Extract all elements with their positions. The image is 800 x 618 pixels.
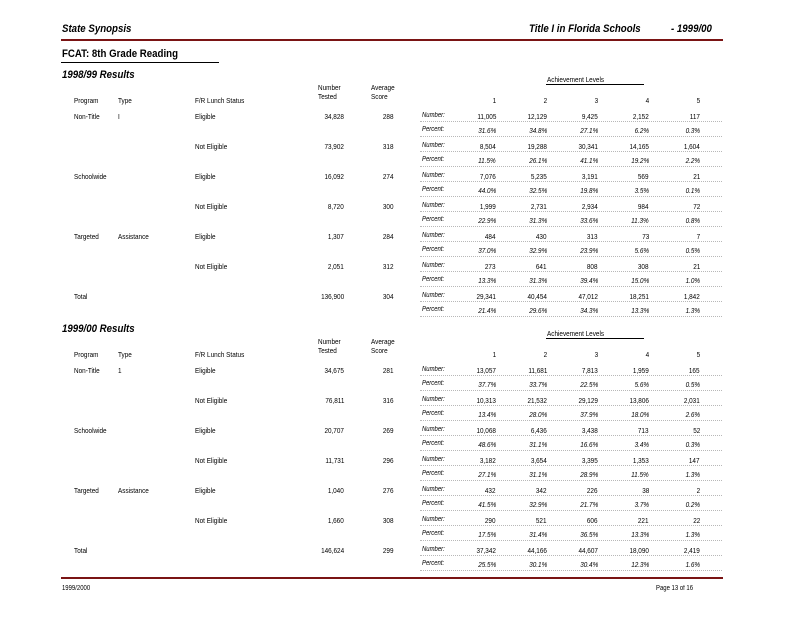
level-number-cell: 29,129 (578, 396, 598, 405)
level-percent-cell: 11.5% (631, 470, 649, 479)
level-number-cell: 3,395 (582, 456, 598, 465)
number-tested-cell: 34,828 (324, 112, 344, 121)
status-cell: Eligible (195, 426, 216, 435)
percent-label: Percent: (422, 530, 445, 537)
row-divider (420, 480, 722, 481)
report-title: State Synopsis (62, 23, 132, 35)
row-divider (420, 241, 722, 242)
row-divider (420, 420, 722, 421)
level-number-cell: 21,532 (527, 396, 547, 405)
program-title: Title I in Florida Schools (529, 23, 641, 35)
level-number-cell: 21 (692, 262, 700, 271)
level-percent-cell: 1.3% (685, 530, 700, 539)
average-score-cell: 316 (383, 396, 394, 405)
number-label: Number: (422, 202, 445, 209)
level-percent-cell: 0.8% (685, 216, 700, 225)
program-cell: Total (74, 292, 88, 301)
level-header-5: 5 (696, 350, 700, 359)
level-number-cell: 569 (638, 172, 649, 181)
level-percent-cell: 30.4% (579, 560, 598, 569)
level-percent-cell: 32.9% (528, 246, 547, 255)
number-tested-cell: 34,675 (324, 366, 344, 375)
level-number-cell: 12,129 (527, 112, 547, 121)
number-label: Number: (422, 262, 445, 269)
level-percent-cell: 6.2% (634, 126, 649, 135)
level-number-cell: 6,436 (531, 426, 547, 435)
type-cell: 1 (118, 366, 122, 375)
row-divider (420, 286, 722, 287)
number-label: Number: (422, 366, 445, 373)
level-number-cell: 641 (536, 262, 547, 271)
number-tested-cell: 146,624 (320, 546, 344, 555)
status-cell: Not Eligible (195, 456, 228, 465)
type-cell: Assistance (118, 486, 149, 495)
number-tested-cell: 1,660 (328, 516, 344, 525)
level-percent-cell: 37.7% (477, 380, 496, 389)
number-label: Number: (422, 486, 445, 493)
program-cell: Schoolwide (74, 172, 107, 181)
level-percent-cell: 22.9% (477, 216, 496, 225)
number-label: Number: (422, 456, 445, 463)
level-number-cell: 3,191 (582, 172, 598, 181)
row-divider (420, 555, 722, 556)
number-tested-cell: 73,902 (324, 142, 344, 151)
level-percent-cell: 12.3% (630, 560, 649, 569)
level-number-cell: 13,057 (476, 366, 496, 375)
level-number-cell: 2 (696, 486, 700, 495)
level-number-cell: 7 (696, 232, 700, 241)
section-title: 1999/00 Results (62, 323, 135, 335)
number-label: Number: (422, 292, 445, 299)
level-percent-cell: 15.0% (630, 276, 649, 285)
row-divider (420, 405, 722, 406)
average-score-cell: 318 (383, 142, 394, 151)
level-header-2: 2 (543, 350, 547, 359)
level-percent-cell: 13.4% (477, 410, 496, 419)
type-header: Type (118, 350, 132, 359)
level-number-cell: 11,681 (527, 366, 547, 375)
number-label: Number: (422, 172, 445, 179)
level-percent-cell: 5.6% (634, 246, 649, 255)
program-header: Program (74, 96, 99, 105)
level-number-cell: 165 (689, 366, 700, 375)
status-cell: Not Eligible (195, 396, 228, 405)
status-cell: Eligible (195, 486, 216, 495)
level-percent-cell: 32.5% (528, 186, 547, 195)
level-number-cell: 29,341 (476, 292, 496, 301)
level-number-cell: 11,005 (476, 112, 496, 121)
level-number-cell: 44,607 (578, 546, 598, 555)
level-number-cell: 3,182 (480, 456, 496, 465)
level-percent-cell: 1.3% (685, 306, 700, 315)
level-number-cell: 14,165 (629, 142, 649, 151)
row-divider (420, 121, 722, 122)
level-percent-cell: 23.9% (579, 246, 598, 255)
number-tested-cell: 1,307 (328, 232, 344, 241)
percent-label: Percent: (422, 186, 445, 193)
percent-label: Percent: (422, 470, 445, 477)
percent-label: Percent: (422, 306, 445, 313)
level-number-cell: 984 (638, 202, 649, 211)
level-number-cell: 2,152 (633, 112, 649, 121)
program-header: Program (74, 350, 99, 359)
number-tested-cell: 76,811 (324, 396, 344, 405)
average-score-cell: 274 (383, 172, 394, 181)
level-number-cell: 73 (641, 232, 649, 241)
status-cell: Eligible (195, 366, 216, 375)
level-percent-cell: 31.4% (528, 530, 547, 539)
level-header-1: 1 (492, 96, 496, 105)
row-divider (420, 435, 722, 436)
row-divider (420, 525, 722, 526)
average-score-cell: 300 (383, 202, 394, 211)
header-rule (61, 39, 723, 41)
average-score-cell: 304 (383, 292, 394, 301)
number-tested-cell: 1,040 (328, 486, 344, 495)
level-percent-cell: 27.1% (579, 126, 598, 135)
level-percent-cell: 44.0% (477, 186, 496, 195)
percent-label: Percent: (422, 560, 445, 567)
row-divider (420, 256, 722, 257)
number-tested-cell: 11,731 (324, 456, 344, 465)
percent-label: Percent: (422, 500, 445, 507)
program-cell: Targeted (74, 486, 99, 495)
level-number-cell: 19,288 (527, 142, 547, 151)
level-percent-cell: 2.2% (685, 156, 700, 165)
level-percent-cell: 31.3% (528, 216, 547, 225)
percent-label: Percent: (422, 216, 445, 223)
row-divider (420, 136, 722, 137)
level-number-cell: 10,313 (476, 396, 496, 405)
achievement-levels-header: Achievement Levels (547, 329, 605, 338)
average-score-header: Average Score (371, 83, 395, 101)
level-percent-cell: 22.5% (579, 380, 598, 389)
status-cell: Eligible (195, 112, 216, 121)
percent-label: Percent: (422, 380, 445, 387)
level-number-cell: 10,068 (476, 426, 496, 435)
level-header-3: 3 (594, 96, 598, 105)
row-divider (420, 211, 722, 212)
status-cell: Not Eligible (195, 142, 228, 151)
row-divider (420, 166, 722, 167)
level-percent-cell: 31.6% (477, 126, 496, 135)
level-number-cell: 52 (692, 426, 700, 435)
level-percent-cell: 26.1% (528, 156, 547, 165)
level-number-cell: 9,425 (582, 112, 598, 121)
average-score-cell: 269 (383, 426, 394, 435)
number-tested-header: Number Tested (318, 337, 341, 355)
row-divider (420, 196, 722, 197)
level-percent-cell: 0.3% (685, 440, 700, 449)
level-percent-cell: 34.3% (579, 306, 598, 315)
number-tested-cell: 2,051 (328, 262, 344, 271)
level-percent-cell: 0.5% (685, 380, 700, 389)
level-percent-cell: 1.6% (685, 560, 700, 569)
level-number-cell: 226 (587, 486, 598, 495)
level-number-cell: 1,999 (480, 202, 496, 211)
level-header-3: 3 (594, 350, 598, 359)
row-divider (420, 375, 722, 376)
level-percent-cell: 48.6% (477, 440, 496, 449)
row-divider (420, 465, 722, 466)
level-number-cell: 430 (536, 232, 547, 241)
level-number-cell: 7,076 (480, 172, 496, 181)
program-cell: Schoolwide (74, 426, 107, 435)
level-percent-cell: 19.2% (630, 156, 649, 165)
percent-label: Percent: (422, 126, 445, 133)
level-percent-cell: 37.9% (579, 410, 598, 419)
level-number-cell: 1,353 (633, 456, 649, 465)
level-number-cell: 30,341 (578, 142, 598, 151)
number-tested-cell: 20,707 (324, 426, 344, 435)
level-percent-cell: 31.1% (528, 440, 547, 449)
lunch-status-header: F/R Lunch Status (195, 350, 245, 359)
level-header-2: 2 (543, 96, 547, 105)
level-number-cell: 40,454 (527, 292, 547, 301)
level-number-cell: 8,504 (480, 142, 496, 151)
level-percent-cell: 32.9% (528, 500, 547, 509)
level-number-cell: 1,959 (633, 366, 649, 375)
level-number-cell: 342 (536, 486, 547, 495)
level-number-cell: 2,419 (684, 546, 700, 555)
level-percent-cell: 29.6% (528, 306, 547, 315)
level-number-cell: 2,031 (684, 396, 700, 405)
level-percent-cell: 11.5% (478, 156, 496, 165)
lunch-status-header: F/R Lunch Status (195, 96, 245, 105)
level-number-cell: 484 (485, 232, 496, 241)
row-divider (420, 570, 722, 571)
row-divider (420, 540, 722, 541)
status-cell: Not Eligible (195, 516, 228, 525)
number-label: Number: (422, 546, 445, 553)
program-cell: Non-Title (74, 366, 100, 375)
level-number-cell: 2,731 (531, 202, 547, 211)
program-cell: Non-Title (74, 112, 100, 121)
level-number-cell: 44,166 (527, 546, 547, 555)
row-divider (420, 271, 722, 272)
level-percent-cell: 39.4% (579, 276, 598, 285)
row-divider (420, 316, 722, 317)
level-percent-cell: 0.5% (685, 246, 700, 255)
level-header-4: 4 (645, 96, 649, 105)
number-tested-cell: 136,900 (320, 292, 344, 301)
number-tested-header: Number Tested (318, 83, 341, 101)
level-number-cell: 13,806 (629, 396, 649, 405)
level-number-cell: 47,012 (578, 292, 598, 301)
average-score-cell: 281 (383, 366, 394, 375)
level-percent-cell: 13.3% (477, 276, 496, 285)
level-percent-cell: 34.8% (528, 126, 547, 135)
percent-label: Percent: (422, 276, 445, 283)
subject-underline (61, 62, 219, 63)
footer-year: 1999/2000 (62, 585, 91, 592)
level-percent-cell: 3.7% (634, 500, 649, 509)
level-number-cell: 808 (587, 262, 598, 271)
row-divider (420, 301, 722, 302)
row-divider (420, 495, 722, 496)
achievement-levels-header: Achievement Levels (547, 75, 605, 84)
row-divider (420, 151, 722, 152)
row-divider (420, 226, 722, 227)
row-divider (420, 510, 722, 511)
number-label: Number: (422, 232, 445, 239)
number-label: Number: (422, 426, 445, 433)
achievement-levels-underline (546, 338, 644, 339)
subject-title: FCAT: 8th Grade Reading (62, 48, 178, 60)
level-number-cell: 18,090 (629, 546, 649, 555)
type-cell: I (118, 112, 120, 121)
level-header-1: 1 (492, 350, 496, 359)
level-percent-cell: 31.3% (528, 276, 547, 285)
level-percent-cell: 27.1% (477, 470, 496, 479)
percent-label: Percent: (422, 246, 445, 253)
level-number-cell: 5,235 (531, 172, 547, 181)
level-percent-cell: 2.6% (685, 410, 700, 419)
achievement-levels-underline (546, 84, 644, 85)
level-percent-cell: 13.3% (630, 306, 649, 315)
level-percent-cell: 11.3% (631, 216, 649, 225)
level-number-cell: 432 (485, 486, 496, 495)
average-score-cell: 276 (383, 486, 394, 495)
type-header: Type (118, 96, 132, 105)
level-number-cell: 38 (641, 486, 649, 495)
number-tested-cell: 16,092 (324, 172, 344, 181)
number-label: Number: (422, 396, 445, 403)
level-percent-cell: 17.5% (477, 530, 496, 539)
number-label: Number: (422, 516, 445, 523)
level-percent-cell: 18.0% (630, 410, 649, 419)
level-percent-cell: 1.0% (685, 276, 700, 285)
status-cell: Not Eligible (195, 202, 228, 211)
level-number-cell: 72 (692, 202, 700, 211)
level-number-cell: 22 (692, 516, 700, 525)
level-percent-cell: 37.0% (477, 246, 496, 255)
status-cell: Eligible (195, 172, 216, 181)
level-number-cell: 147 (689, 456, 700, 465)
level-percent-cell: 33.6% (579, 216, 598, 225)
percent-label: Percent: (422, 156, 445, 163)
type-cell: Assistance (118, 232, 149, 241)
level-header-5: 5 (696, 96, 700, 105)
level-percent-cell: 13.3% (630, 530, 649, 539)
level-number-cell: 713 (638, 426, 649, 435)
level-header-4: 4 (645, 350, 649, 359)
level-percent-cell: 0.3% (685, 126, 700, 135)
level-number-cell: 221 (638, 516, 649, 525)
status-cell: Not Eligible (195, 262, 228, 271)
level-percent-cell: 0.1% (685, 186, 700, 195)
level-number-cell: 521 (536, 516, 547, 525)
level-percent-cell: 28.9% (579, 470, 598, 479)
level-percent-cell: 33.7% (528, 380, 547, 389)
level-number-cell: 1,604 (684, 142, 700, 151)
level-percent-cell: 21.4% (477, 306, 496, 315)
level-number-cell: 290 (485, 516, 496, 525)
program-cell: Total (74, 546, 88, 555)
level-percent-cell: 36.5% (579, 530, 598, 539)
average-score-cell: 288 (383, 112, 394, 121)
level-number-cell: 3,654 (531, 456, 547, 465)
program-cell: Targeted (74, 232, 99, 241)
level-percent-cell: 41.5% (477, 500, 496, 509)
level-number-cell: 313 (587, 232, 598, 241)
level-number-cell: 308 (638, 262, 649, 271)
level-percent-cell: 28.0% (528, 410, 547, 419)
level-percent-cell: 25.5% (477, 560, 496, 569)
level-number-cell: 18,251 (629, 292, 649, 301)
average-score-cell: 284 (383, 232, 394, 241)
number-label: Number: (422, 142, 445, 149)
level-number-cell: 37,342 (476, 546, 496, 555)
level-number-cell: 7,813 (582, 366, 598, 375)
status-cell: Eligible (195, 232, 216, 241)
number-tested-cell: 8,720 (328, 202, 344, 211)
level-number-cell: 2,934 (582, 202, 598, 211)
row-divider (420, 181, 722, 182)
level-percent-cell: 41.1% (579, 156, 598, 165)
level-number-cell: 117 (689, 112, 700, 121)
average-score-cell: 299 (383, 546, 394, 555)
row-divider (420, 450, 722, 451)
footer-rule (61, 577, 723, 579)
average-score-cell: 308 (383, 516, 394, 525)
level-percent-cell: 16.6% (579, 440, 598, 449)
level-percent-cell: 5.6% (634, 380, 649, 389)
level-number-cell: 3,438 (582, 426, 598, 435)
level-number-cell: 606 (587, 516, 598, 525)
percent-label: Percent: (422, 440, 445, 447)
level-percent-cell: 21.7% (579, 500, 598, 509)
average-score-cell: 312 (383, 262, 394, 271)
level-number-cell: 1,842 (684, 292, 700, 301)
level-percent-cell: 0.2% (685, 500, 700, 509)
school-year: - 1999/00 (671, 23, 712, 35)
average-score-header: Average Score (371, 337, 395, 355)
level-percent-cell: 3.4% (634, 440, 649, 449)
section-title: 1998/99 Results (62, 69, 135, 81)
level-percent-cell: 19.8% (579, 186, 598, 195)
average-score-cell: 296 (383, 456, 394, 465)
level-number-cell: 21 (692, 172, 700, 181)
page-number: Page 13 of 16 (656, 585, 694, 592)
level-number-cell: 273 (485, 262, 496, 271)
level-percent-cell: 31.1% (528, 470, 547, 479)
level-percent-cell: 30.1% (528, 560, 547, 569)
number-label: Number: (422, 112, 445, 119)
level-percent-cell: 3.5% (634, 186, 649, 195)
percent-label: Percent: (422, 410, 445, 417)
row-divider (420, 390, 722, 391)
level-percent-cell: 1.3% (685, 470, 700, 479)
